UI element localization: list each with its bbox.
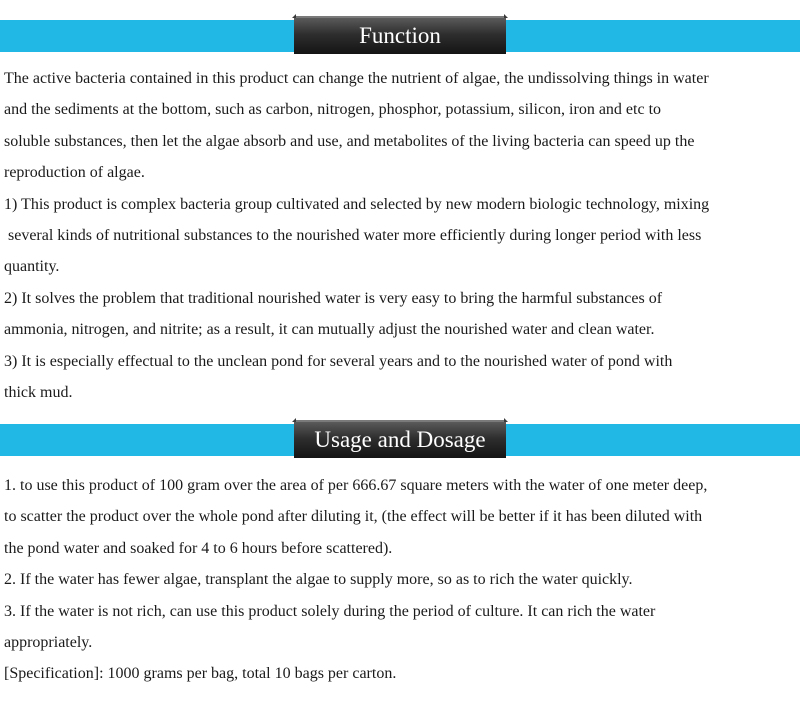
usage-text (4, 470, 800, 690)
usage-title: Usage and Dosage (294, 420, 506, 458)
usage-header (0, 404, 800, 464)
function-header (0, 0, 800, 60)
function-line: reproduction of algae. (4, 164, 145, 182)
function-line: 1) This product is complex bacteria group cultivated and selected by new modern biologic technology, mixing (4, 195, 710, 213)
usage-line: 2. If the water has fewer algae, transplant the algae to supply more, so as to rich the water quickly. (4, 571, 633, 589)
function-line: 2) It solves the problem that traditional nourished water is very easy to bring the harmful substances of (4, 289, 663, 307)
usage-line: [Specification]: 1000 grams per bag, total 10 bags per carton. (4, 665, 397, 683)
function-text (4, 63, 800, 408)
function-line: ammonia, nitrogen, and nitrite; as a result, it can mutually adjust the nourished water and clean water. (4, 321, 655, 339)
usage-line: to scatter the product over the whole pond after diluting it, (the effect will be better if it has been diluted with (4, 508, 703, 526)
function-line: quantity. (4, 258, 60, 276)
function-line: 3) It is especially effectual to the unclean pond for several years and to the nourished water of pond with (4, 352, 673, 370)
usage-line: appropriately. (4, 634, 93, 652)
function-line: and the sediments at the bottom, such as carbon, nitrogen, phosphor, potassium, silicon, iron and etc to (4, 101, 662, 119)
function-title: Function (294, 16, 506, 54)
function-line: thick mud. (4, 384, 73, 402)
usage-line: 1. to use this product of 100 gram over the area of per 666.67 square meters with the water of one meter deep, (4, 477, 708, 494)
function-line: several kinds of nutritional substances to the nourished water more efficiently during longer period with less (4, 227, 702, 245)
function-line: soluble substances, then let the algae absorb and use, and metabolites of the living bacteria can speed up the (4, 132, 695, 150)
usage-line: the pond water and soaked for 4 to 6 hours before scattered). (4, 539, 393, 557)
usage-line: 3. If the water is not rich, can use this product solely during the period of culture. It can rich the water (4, 602, 656, 620)
function-line: The active bacteria contained in this product can change the nutrient of algae, the undissolving things in water (4, 70, 709, 87)
